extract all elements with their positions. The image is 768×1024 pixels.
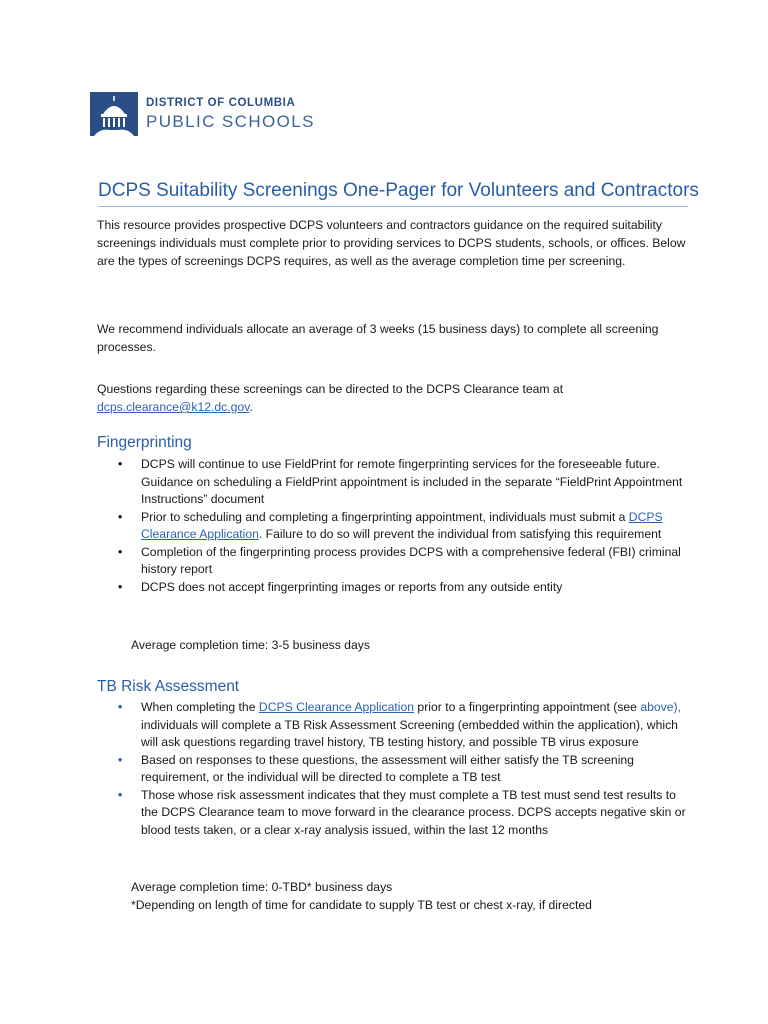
clearance-email-link[interactable]: dcps.clearance@k12.dc.gov [97, 400, 250, 414]
fingerprinting-completion-time: Average completion time: 3-5 business days [131, 638, 370, 652]
list-item [115, 456, 687, 509]
list-item-text: Prior to scheduling and completing a fingerprinting appointment, individuals must submit a [141, 509, 626, 524]
bullet-glyph: • [118, 509, 123, 524]
list-item-text: DCPS does not accept fingerprinting images or reports from any outside entity [141, 579, 563, 594]
fingerprinting-heading: Fingerprinting [97, 434, 192, 451]
list-item-text: . Failure to do so will prevent the individual from satisfying this requirement [258, 527, 662, 541]
list-item [115, 787, 687, 840]
recommendation-paragraph: We recommend individuals allocate an average of 3 weeks (15 business days) to complete all screening processes. [97, 322, 659, 354]
tb-completion-time: Average completion time: 0-TBD* business days [131, 880, 393, 894]
tb-list [115, 699, 687, 839]
list-item [115, 752, 687, 787]
tb-heading: TB Risk Assessment [97, 678, 240, 695]
list-item [115, 699, 687, 752]
contact-paragraph [97, 380, 687, 416]
bullet-glyph: • [118, 752, 123, 767]
list-item-text: DCPS will continue to use FieldPrint for remote fingerprinting services for the foreseeable future. Guidance on scheduling a FieldPrint appointment is included in the separate “FieldPrint Appointment Instructions” document [141, 457, 683, 506]
list-item [115, 579, 687, 597]
list-item [115, 544, 687, 579]
contact-period: . [249, 400, 253, 414]
above-reference: above), [640, 700, 681, 714]
list-item-text: Based on responses to these questions, the assessment will either satisfy the TB screening requirement, or the individual will be directed to complete a TB test [141, 752, 634, 784]
tb-footnote: *Depending on length of time for candidate to supply TB test or chest x-ray, if directed [131, 898, 592, 912]
logo-title-line2: PUBLIC SCHOOLS [146, 111, 315, 131]
list-item-text: prior to a fingerprinting appointment (see [417, 700, 637, 714]
clearance-application-link[interactable]: DCPS Clearance Application [258, 700, 415, 714]
intro-paragraph: This resource provides prospective DCPS volunteers and contractors guidance on the required suitability screenings individuals must complete prior to providing services to DCPS students, schools, or offices. Below are the types of screenings DCPS requires, as well as the average completion time per screening. [97, 218, 686, 268]
bullet-glyph: • [118, 579, 123, 594]
bullet-glyph: • [118, 544, 123, 559]
fingerprinting-list [115, 456, 687, 596]
contact-text: Questions regarding these screenings can be directed to the DCPS Clearance team at [97, 382, 564, 396]
list-item-text: When completing the [141, 700, 256, 714]
logo-title-line1: DISTRICT OF COLUMBIA [146, 97, 296, 110]
bullet-glyph: • [118, 700, 123, 714]
bullet-glyph: • [118, 787, 123, 802]
list-item-text: Those whose risk assessment indicates that they must complete a TB test must send test results to the DCPS Clearance team to move forward in the clearance process. DCPS accepts negative skin or blood tests taken, or a clear x-ray analysis issued, within the last 12 months [141, 787, 686, 837]
list-item-text: Completion of the fingerprinting process provides DCPS with a comprehensive federal (FBI) criminal history report [141, 544, 681, 576]
page-title: DCPS Suitability Screenings One-Pager for Volunteers and Contractors [98, 180, 688, 207]
list-item-text: individuals will complete a TB Risk Assessment Screening (embedded within the application), which will ask questions regarding travel history, TB testing history, and possible TB virus exposure [141, 717, 678, 749]
clearance-application-link[interactable]: DCPS Clearance Application [141, 509, 663, 541]
bullet-glyph: • [118, 457, 123, 471]
capitol-dome-icon [90, 92, 138, 136]
dcps-logo [90, 92, 315, 136]
list-item [115, 509, 687, 544]
